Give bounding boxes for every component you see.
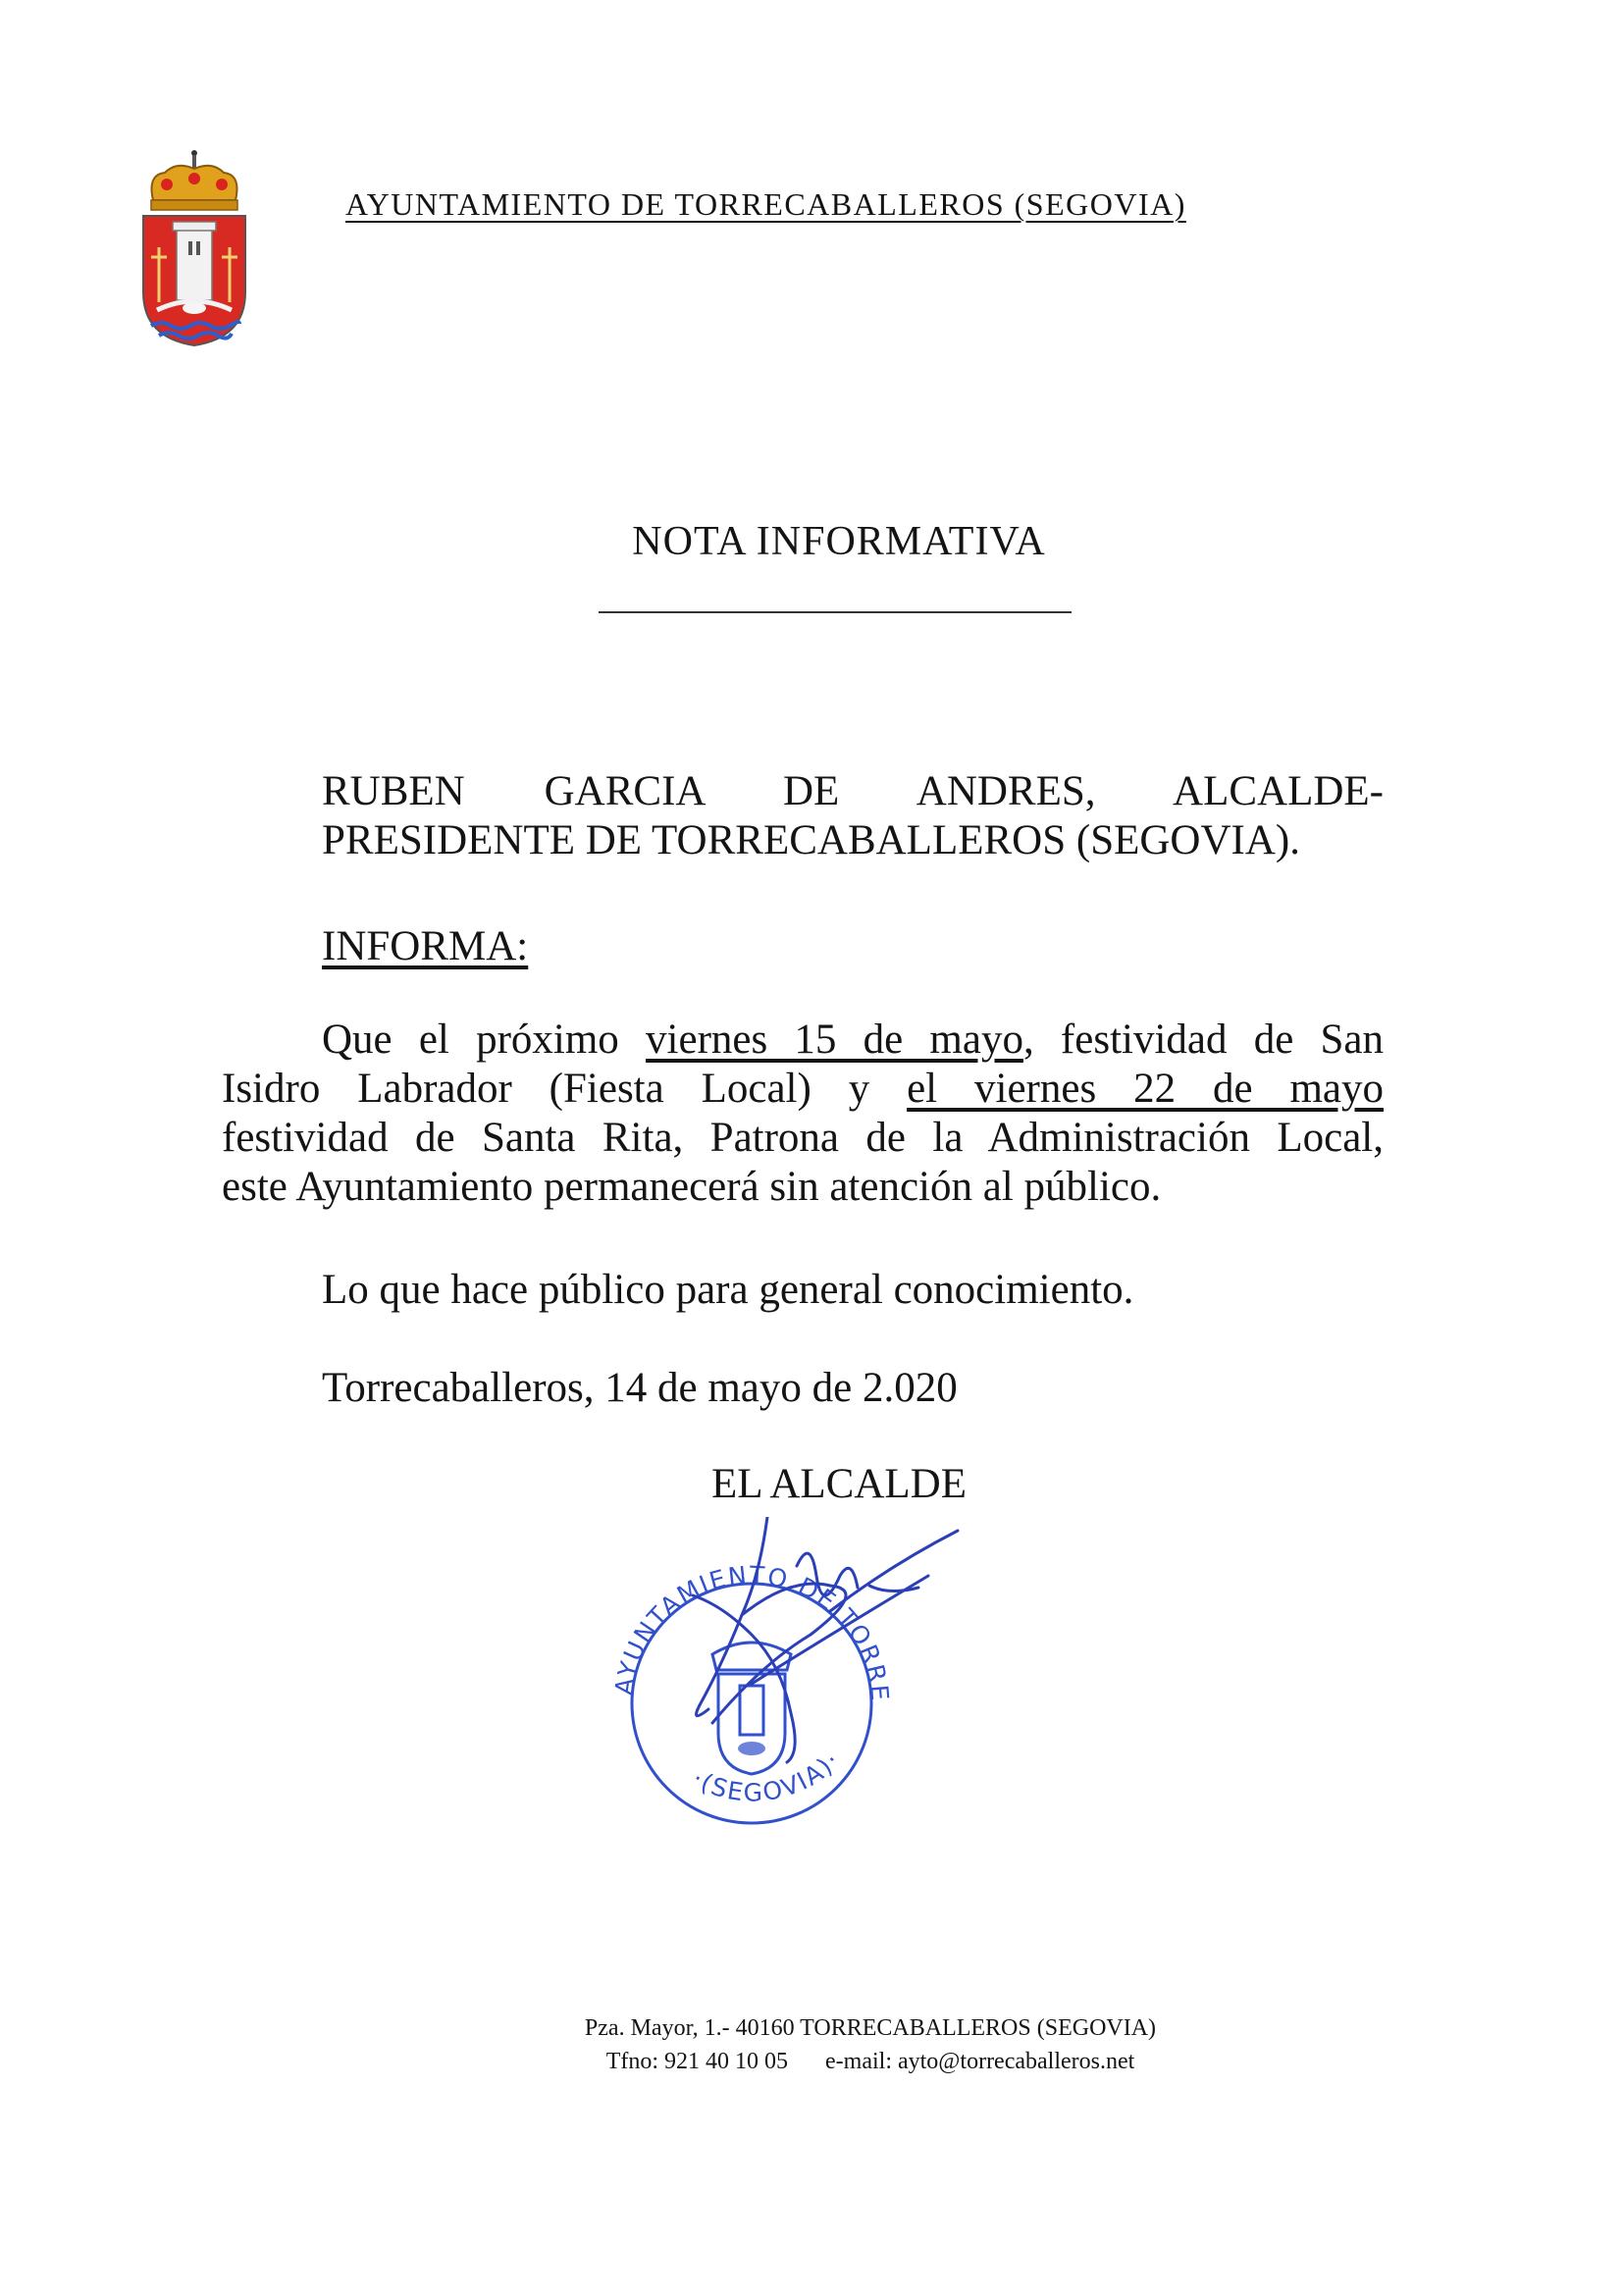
informa-heading: INFORMA:: [322, 923, 529, 969]
date-highlight: el viernes 22 de mayo: [907, 1066, 1384, 1112]
page-title: NOTA INFORMATIVA: [632, 519, 1046, 564]
footer-phone: Tfno: 921 40 10 05: [605, 2049, 789, 2074]
header-title: AYUNTAMIENTO DE TORRECABALLEROS (SEGOVIA): [345, 186, 1186, 222]
title-rule: [599, 611, 1072, 613]
place-date: Torrecaballeros, 14 de mayo de 2.020: [322, 1365, 958, 1411]
notice-line-3: festividad de Santa Rita, Patrona de la Administración Local,: [222, 1115, 1384, 1161]
issuer-block: [322, 767, 1384, 865]
footer: [0, 2011, 1623, 2078]
issuer-line-1: RUBEN GARCIA DE ANDRES, ALCALDE-: [322, 768, 1384, 814]
seal-text-bottom: ·(SEGOVIA)·: [687, 1745, 847, 1807]
footer-email: e-mail: ayto@torrecaballeros.net: [825, 2049, 1135, 2074]
notice-text: , festividad de San: [1022, 1017, 1385, 1063]
notice-text: Isidro Labrador (Fiesta Local) y: [222, 1066, 908, 1112]
municipal-seal-icon: [595, 1517, 968, 1851]
notice-text: Que el próximo: [322, 1017, 647, 1063]
seal-text-top: AYUNTAMIENTO DE TORRE: [609, 1560, 895, 1703]
date-highlight: viernes 15 de mayo: [646, 1017, 1023, 1063]
footer-contact: [0, 2045, 1623, 2078]
notice-paragraph: [222, 1016, 1384, 1212]
notice-line-4: este Ayuntamiento permanecerá sin atención al público.: [222, 1164, 1162, 1210]
signer-title: EL ALCALDE: [711, 1461, 967, 1507]
closing-text: Lo que hace público para general conocimiento.: [322, 1267, 1134, 1313]
notice-line-2: [222, 1065, 1384, 1114]
issuer-line-2: PRESIDENTE DE TORRECABALLEROS (SEGOVIA).: [322, 817, 1300, 863]
crest-icon: [137, 145, 251, 351]
notice-line-1: [222, 1016, 1384, 1065]
footer-address: Pza. Mayor, 1.- 40160 TORRECABALLEROS (SEGOVIA): [584, 2015, 1157, 2041]
signature-icon: [693, 1517, 958, 1762]
